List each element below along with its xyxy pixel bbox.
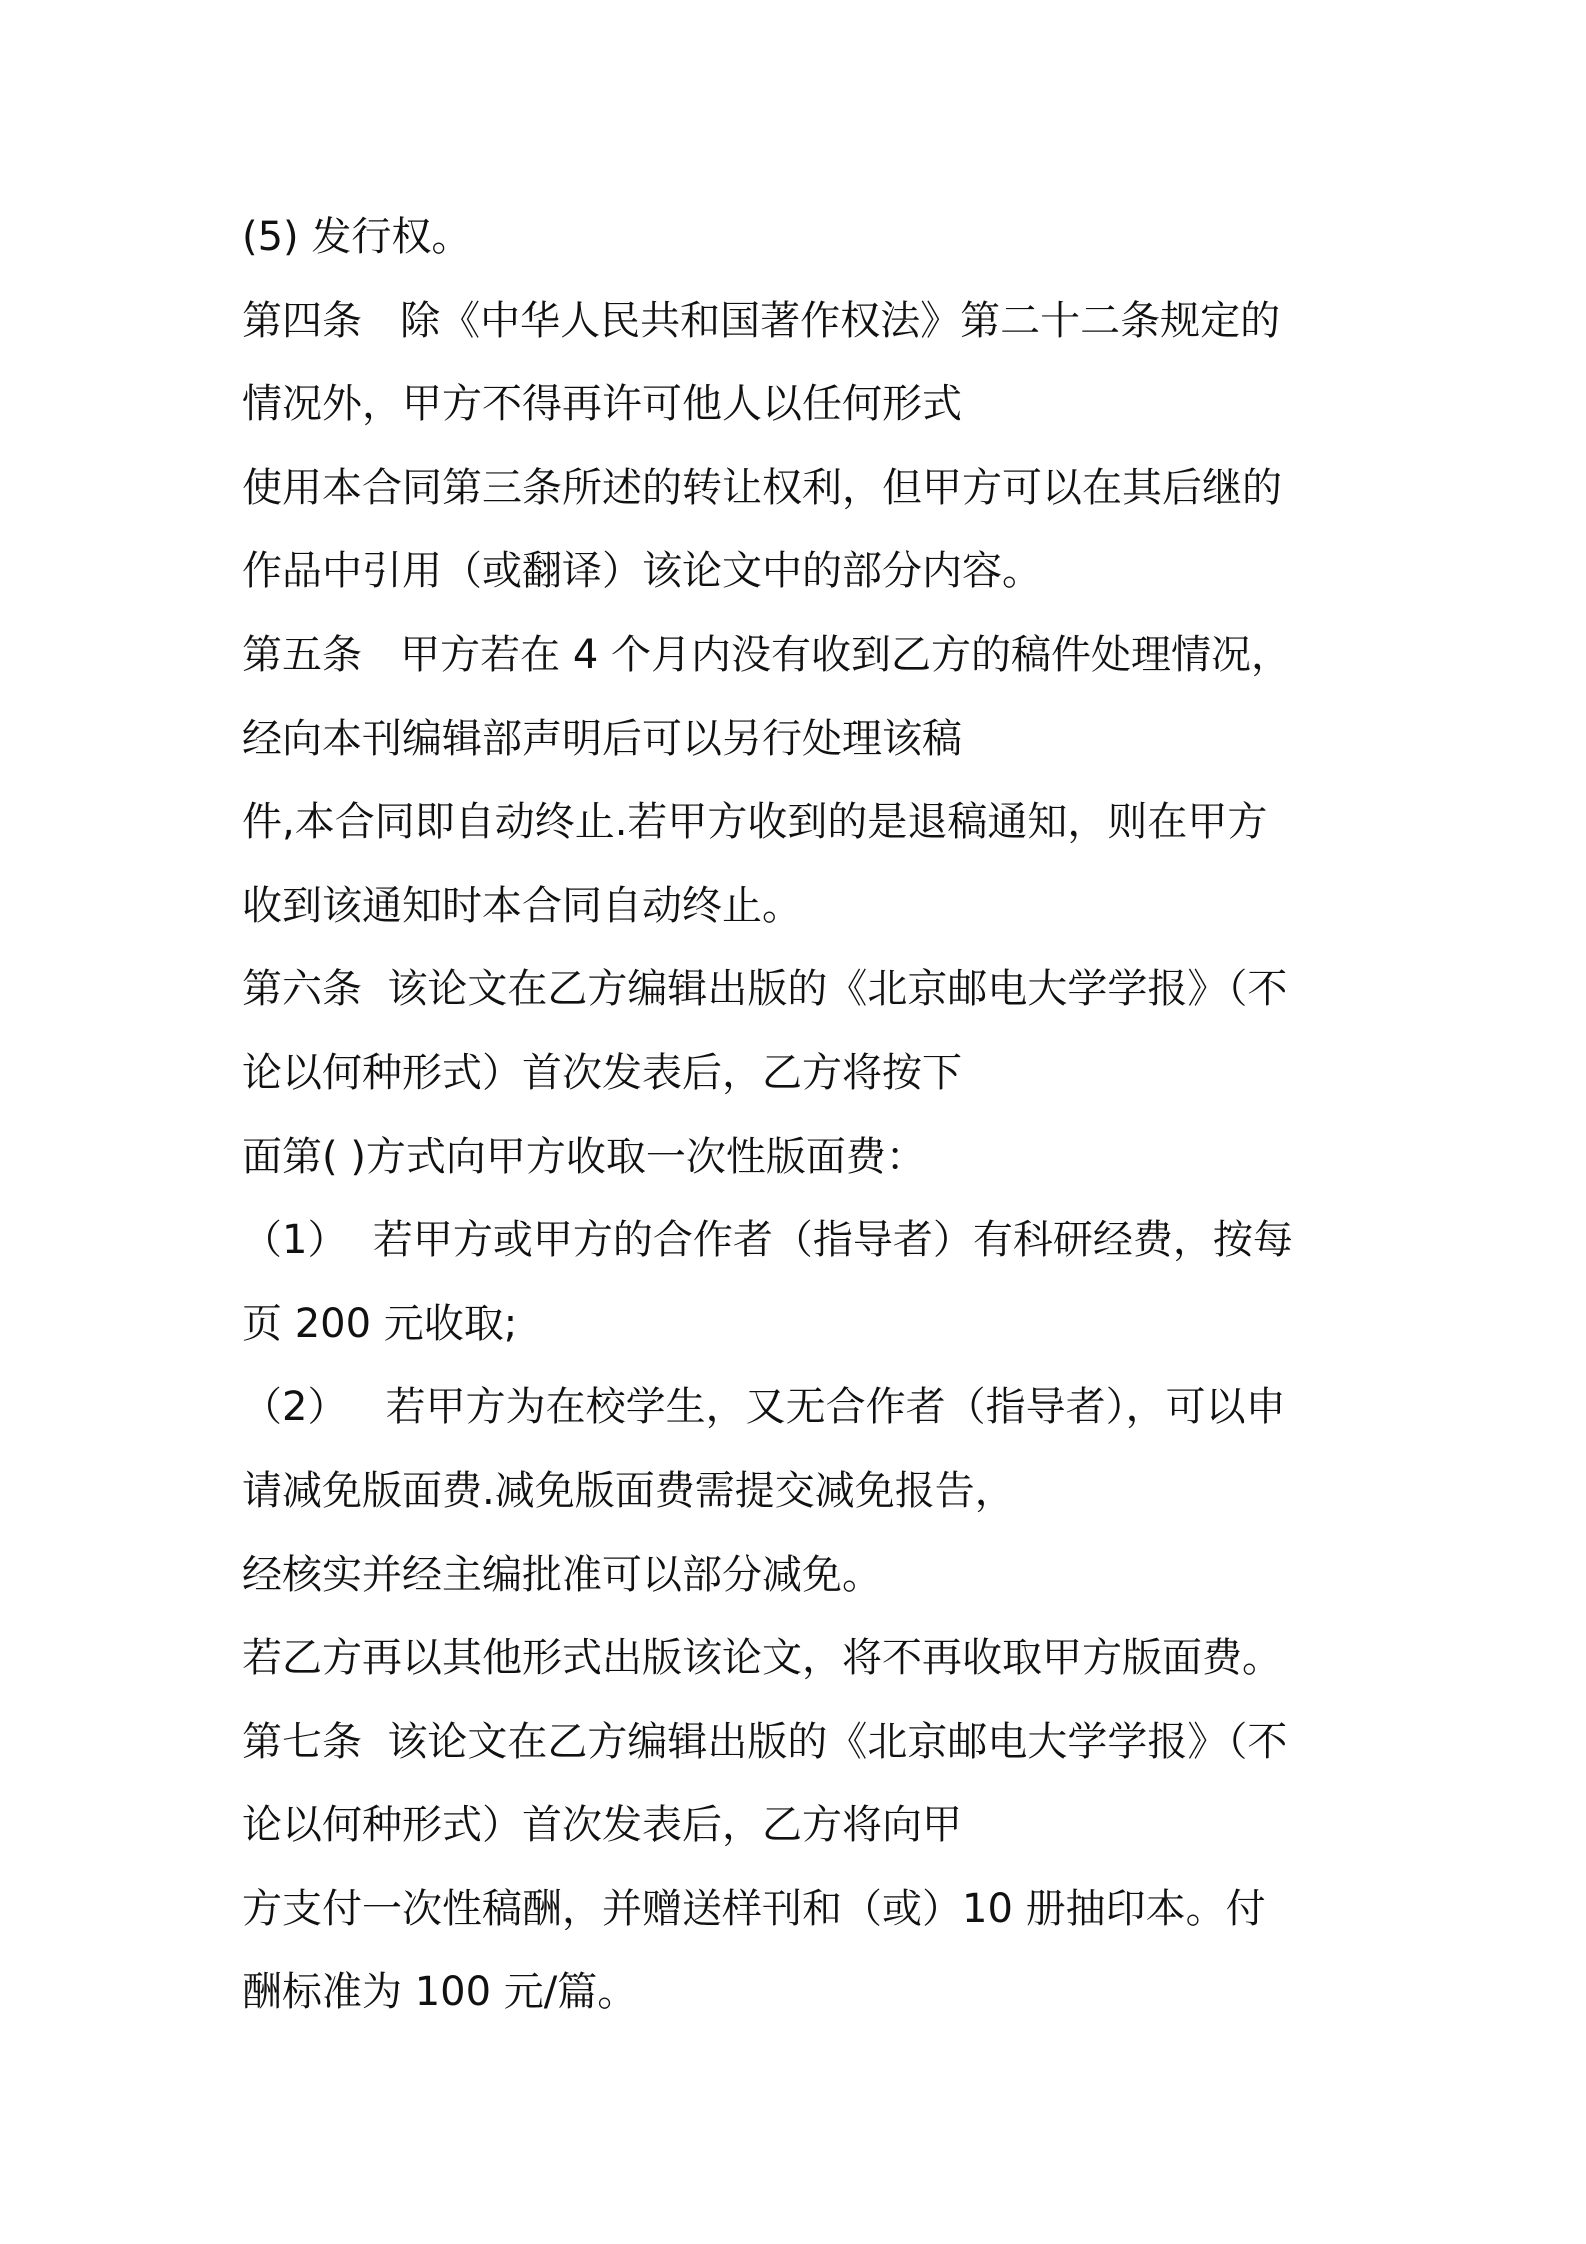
text-line: 第六条 该论文在乙方编辑出版的《北京邮电大学学报》（不 [242, 966, 1288, 1013]
text-line: 经向本刊编辑部声明后可以另行处理该稿 [242, 715, 962, 762]
text-line: (5) 发行权。 [242, 214, 472, 260]
text-line: 论以何种形式）首次发表后，乙方将向甲 [242, 1802, 962, 1849]
text-line: 第五条 甲方若在 4 个月内没有收到乙方的稿件处理情况， [242, 631, 1292, 678]
document-body [242, 196, 1362, 2035]
text-line: 作品中引用（或翻译）该论文中的部分内容。 [242, 548, 1042, 595]
text-line: （2） 若甲方为在校学生，又无合作者（指导者），可以申 [242, 1384, 1286, 1431]
text-line: 页 200 元收取; [242, 1300, 518, 1347]
text-line: 面第( )方式向甲方收取一次性版面费： [242, 1133, 926, 1180]
text-line: 论以何种形式）首次发表后，乙方将按下 [242, 1049, 962, 1096]
text-line: 件,本合同即自动终止.若甲方收到的是退稿通知，则在甲方 [242, 799, 1268, 846]
text-line: 请减免版面费.减免版面费需提交减免报告， [242, 1467, 1015, 1514]
text-line: 第七条 该论文在乙方编辑出版的《北京邮电大学学报》（不 [242, 1718, 1288, 1765]
text-line: 方支付一次性稿酬，并赠送样刊和（或）10 册抽印本。付 [242, 1885, 1266, 1932]
text-line: 使用本合同第三条所述的转让权利，但甲方可以在其后继的 [242, 464, 1282, 511]
text-line: 经核实并经主编批准可以部分减免。 [242, 1551, 882, 1598]
text-line: 收到该通知时本合同自动终止。 [242, 882, 802, 929]
text-line: 情况外，甲方不得再许可他人以任何形式 [242, 381, 962, 428]
text-line: 酬标准为 100 元/篇。 [242, 1969, 638, 2016]
text-line: 第四条 除《中华人民共和国著作权法》第二十二条规定的 [242, 297, 1281, 344]
text-line: （1） 若甲方或甲方的合作者（指导者）有科研经费，按每 [242, 1217, 1293, 1264]
text-line: 若乙方再以其他形式出版该论文，将不再收取甲方版面费。 [242, 1635, 1282, 1682]
